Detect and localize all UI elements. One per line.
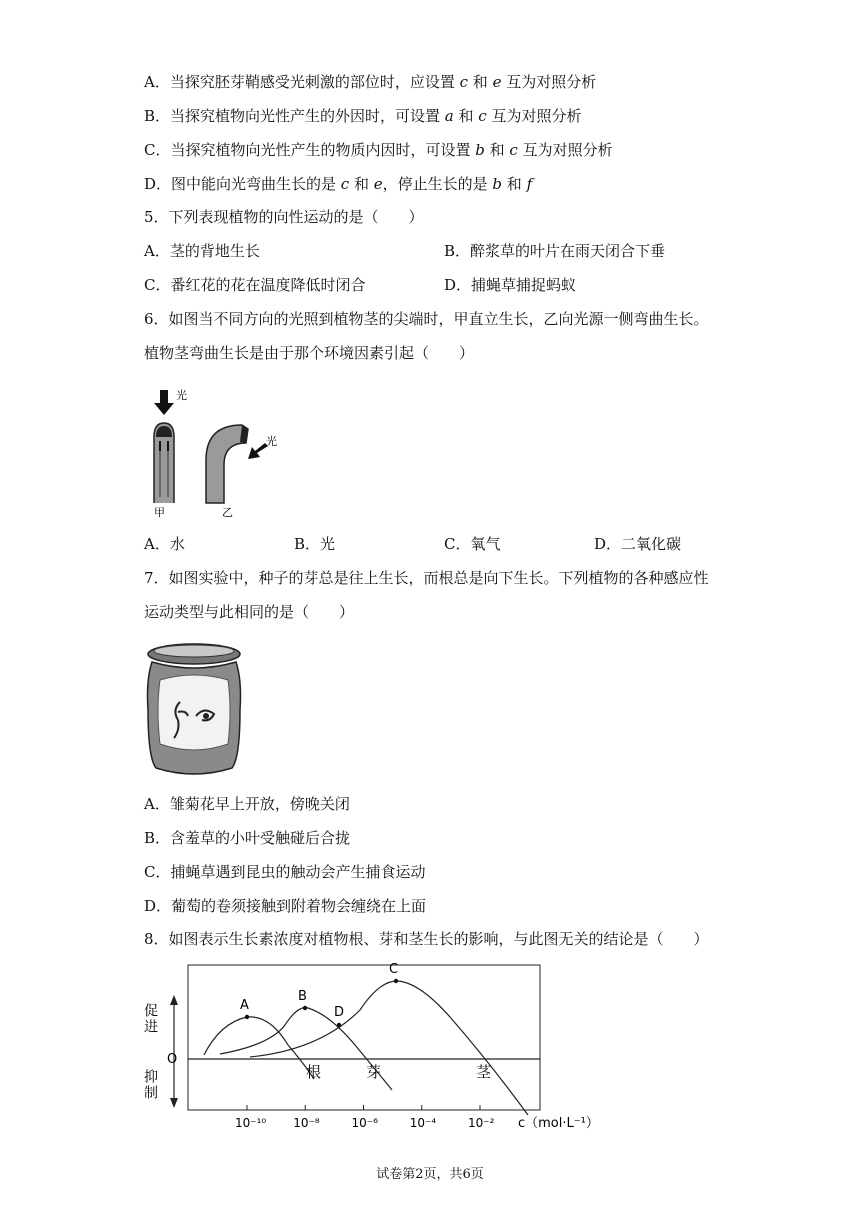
x-tick-label: 10⁻² <box>468 1116 495 1130</box>
q7-option-b: B．含羞草的小叶受触碰后合拢 <box>144 829 351 847</box>
x-tick-label: 10⁻⁸ <box>293 1116 320 1130</box>
q7-option-a: A．雏菊花早上开放，傍晚关闭 <box>144 795 350 813</box>
q5-option-c: C．番红花的花在温度降低时闭合 <box>144 276 366 294</box>
label-b: 乙 <box>222 506 233 519</box>
peak-label: C <box>389 962 399 977</box>
q5-option-a: A．茎的背地生长 <box>144 242 260 260</box>
light-label-b: 光 <box>266 435 277 448</box>
series-label: 根 <box>306 1063 322 1081</box>
q5-stem: 5．下列表现植物的向性运动的是（ ） <box>144 208 424 226</box>
x-tick-label: 10⁻⁶ <box>351 1116 378 1130</box>
peak-point <box>394 979 398 983</box>
origin-label: O <box>167 1052 178 1067</box>
q7-option-d: D．葡萄的卷须接触到附着物会缠绕在上面 <box>144 897 427 915</box>
q6-option-a: A．水 <box>144 535 185 553</box>
xlabel: c（mol·L⁻¹） <box>518 1116 599 1131</box>
q7-stem-line2: 运动类型与此相同的是（ ） <box>144 603 355 621</box>
q6-stem-line2: 植物茎弯曲生长是由于那个环境因素引起（ ） <box>144 344 475 362</box>
arrow-diagonal-icon <box>248 443 268 459</box>
q6-option-b: B．光 <box>294 535 336 553</box>
curve-2 <box>250 981 528 1115</box>
q7-option-c: C．捕蝇草遇到昆虫的触动会产生捕食运动 <box>144 863 426 881</box>
intersection-label: D <box>334 1005 345 1020</box>
q4-option-d: D．图中能向光弯曲生长的是 c 和 e，停止生长的是 b 和 f <box>144 175 533 193</box>
peak-label: B <box>298 989 307 1004</box>
label-a: 甲 <box>154 506 165 519</box>
q4-option-a: A．当探究胚芽鞘感受光刺激的部位时，应设置 c 和 e 互为对照分析 <box>144 73 597 91</box>
q4-option-c: C．当探究植物向光性产生的物质内因时，可设置 b 和 c 互为对照分析 <box>144 141 613 159</box>
seed-jar-figure <box>144 640 244 780</box>
q5-option-b: B．醉浆草的叶片在雨天闭合下垂 <box>444 242 666 260</box>
q6-stem-line1: 6．如图当不同方向的光照到植物茎的尖端时，甲直立生长，乙向光源一侧弯曲生长。 <box>144 310 709 328</box>
auxin-chart <box>130 955 620 1140</box>
q4-option-b: B．当探究植物向光性产生的外因时，可设置 a 和 c 互为对照分析 <box>144 107 582 125</box>
page-footer: 试卷第2页，共6页 <box>376 1167 484 1182</box>
x-tick-label: 10⁻⁴ <box>409 1116 437 1130</box>
light-label-a: 光 <box>176 389 187 402</box>
q6-option-d: D．二氧化碳 <box>594 535 682 553</box>
peak-label: A <box>240 998 249 1013</box>
q8-stem: 8．如图表示生长素浓度对植物根、芽和茎生长的影响，与此图无关的结论是（ ） <box>144 930 709 948</box>
peak-point <box>303 1006 307 1010</box>
q6-option-c: C．氧气 <box>444 535 501 553</box>
q5-option-d: D．捕蝇草捕捉蚂蚁 <box>444 276 577 294</box>
stem-phototropism-figure <box>140 385 300 520</box>
peak-point <box>245 1015 249 1019</box>
intersection-point <box>337 1023 341 1027</box>
arrow-up-icon <box>170 995 178 1005</box>
x-tick-label: 10⁻¹⁰ <box>235 1116 267 1130</box>
arrow-down-icon <box>170 1098 178 1108</box>
series-label: 芽 <box>366 1063 382 1081</box>
series-label: 茎 <box>476 1063 492 1081</box>
ylabel-promote: 促进 <box>142 1003 158 1035</box>
ylabel-inhibit: 抑制 <box>142 1069 158 1101</box>
q7-stem-line1: 7．如图实验中，种子的芽总是往上生长，而根总是向下生长。下列植物的各种感应性 <box>144 569 709 587</box>
arrow-down-icon <box>154 390 174 415</box>
